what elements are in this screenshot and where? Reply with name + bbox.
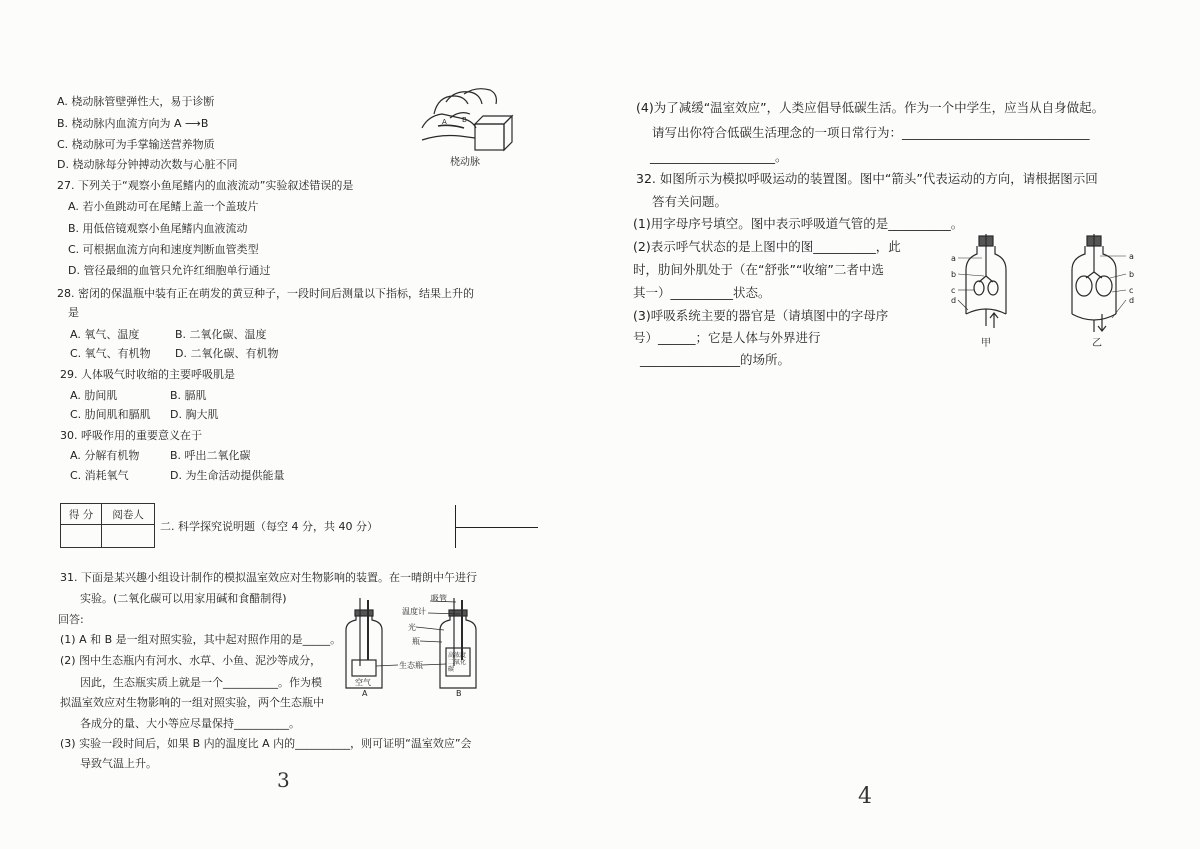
yi-lung-left: [1076, 276, 1092, 296]
block-front: [475, 124, 504, 150]
exam-page-right: [600, 0, 1200, 849]
q31-part-3-line-2: 导致气温上升。: [80, 757, 157, 770]
q32-part-2-line-2: 时，肋间外肌处于（在“舒张”“收缩”二者中选: [633, 262, 884, 277]
jia-label-c: c: [951, 286, 956, 295]
jar-b-content-label: 高浓度二氧化碳: [448, 652, 467, 673]
q26-option-d: D. 桡动脉每分钟搏动次数与心脏不同: [57, 158, 238, 171]
q31-part-2-line-4[interactable]: 各成分的量、大小等应尽量保持__________。: [80, 717, 300, 730]
q31-part-3-line-1[interactable]: (3) 实验一段时间后，如果 B 内的温度比 A 内的__________，则可证明“温室效应”会: [60, 737, 472, 750]
q31-part-4-line-3[interactable]: ____________________。: [650, 149, 788, 164]
block-top: [475, 116, 512, 124]
jar-label: 瓶: [412, 637, 420, 646]
q30-option-b: B. 呼出二氧化碳: [170, 449, 251, 462]
grader-header: 阅卷人: [102, 504, 155, 525]
jar-b-stopper: [449, 610, 467, 616]
page-number-left: 3: [277, 768, 290, 792]
q28-option-d: D. 二氧化碳、有机物: [175, 347, 279, 360]
jia-arrow-up: [990, 313, 998, 328]
q30-option-c: C. 消耗氧气: [70, 469, 129, 482]
thumb: [450, 113, 470, 118]
yi-diaphragm: [1072, 314, 1116, 320]
q27-option-c: C. 可根据血流方向和速度判断血管类型: [68, 243, 259, 256]
q31-part-2-line-2[interactable]: 因此，生态瓶实质上就是一个__________。作为模: [80, 676, 322, 689]
score-header: 得 分: [61, 504, 102, 525]
section-title: 二. 科学探究说明题（每空 4 分，共 40 分）: [160, 520, 378, 533]
leader-eco-jar-a: [376, 665, 398, 666]
point-a-label: A: [442, 118, 447, 126]
yi-label-a: a: [1129, 252, 1134, 261]
jar-b-letter: B: [456, 689, 462, 698]
jia-label-a: a: [951, 254, 956, 263]
q31-part-4-line-1: (4)为了减缓“温室效应”，人类应倡导低碳生活。作为一个中学生，应当从自身做起。: [636, 100, 1105, 115]
yi-label-c: c: [1129, 286, 1134, 295]
finger-1: [434, 96, 468, 114]
q27-option-d: D. 管径最细的血管只允许红细胞单行通过: [68, 264, 271, 277]
q27-option-b: B. 用低倍镜观察小鱼尾鳍内血液流动: [68, 222, 248, 235]
score-table: [60, 503, 155, 548]
q32-part-2-line-3[interactable]: 其一）__________状态。: [633, 285, 771, 300]
eco-jar-label: 生态瓶: [399, 661, 423, 670]
figure-yi-caption: 乙: [1092, 338, 1102, 349]
radial-artery-label: 桡动脉: [450, 157, 480, 168]
jar-a-letter: A: [362, 689, 368, 698]
q30-option-d: D. 为生命活动提供能量: [170, 469, 285, 482]
q28-option-b: B. 二氧化碳、温度: [175, 328, 267, 341]
q29-stem: 29. 人体吸气时收缩的主要呼吸肌是: [60, 368, 235, 381]
jar-a-body: [346, 614, 382, 688]
q31-answer-prompt: 回答:: [58, 613, 84, 626]
jar-a-eco-bottle: [352, 660, 376, 676]
q28-stem-line-1: 28. 密闭的保温瓶中装有正在萌发的黄豆种子，一段时间后测量以下指标，结果上升的: [57, 287, 474, 300]
yi-arrow-down: [1098, 314, 1106, 331]
light-label: 光: [408, 623, 416, 632]
jar-a-stopper: [355, 610, 373, 616]
respiration-model-yi: [1060, 234, 1140, 334]
leader-eco-jar: [422, 664, 446, 665]
grader-cell[interactable]: [102, 525, 155, 548]
q31-part-4-line-2[interactable]: 请写出你符合低碳生活理念的一项日常行为：______________________________: [652, 125, 1090, 140]
q27-stem: 27. 下列关于“观察小鱼尾鳍内的血液流动”实验叙述错误的是: [57, 179, 354, 192]
yi-lung-right: [1096, 276, 1112, 296]
score-cell[interactable]: [61, 525, 102, 548]
q28-option-a: A. 氧气、温度: [70, 328, 140, 341]
q30-option-a: A. 分解有机物: [70, 449, 140, 462]
q32-part-2-line-1[interactable]: (2)表示呼气状态的是上图中的图__________，此: [633, 239, 901, 254]
q32-stem-line-1: 32. 如图所示为模拟呼吸运动的装置图。图中“箭头”代表运动的方向，请根据图示回: [636, 171, 1098, 186]
q31-part-2-line-3: 拟温室效应对生物影响的一组对照实验，两个生态瓶中: [60, 696, 324, 709]
q32-part-3-line-3[interactable]: ________________的场所。: [640, 352, 791, 367]
q29-option-b: B. 膈肌: [170, 389, 207, 402]
q32-part-3-line-2[interactable]: 号）______；它是人体与外界进行: [633, 330, 821, 345]
forearm: [422, 136, 475, 141]
figure-jia-caption: 甲: [981, 338, 991, 349]
q26-option-a: A. 桡动脉管壁弹性大，易于诊断: [57, 95, 215, 108]
jia-label-b: b: [951, 270, 957, 279]
finger-3: [464, 89, 496, 104]
q28-option-c: C. 氧气、有机物: [70, 347, 151, 360]
jia-label-d: d: [951, 296, 957, 305]
respiration-model-jia: [946, 234, 1026, 334]
page-number-right: 4: [858, 784, 872, 809]
jar-b-body: [440, 614, 476, 688]
q32-part-3-line-1: (3)呼吸系统主要的器官是（请填图中的字母序: [633, 308, 889, 323]
jar-a-content-label: 空气: [355, 678, 371, 687]
q30-stem: 30. 呼吸作用的重要意义在于: [60, 429, 202, 442]
point-b-label: B: [462, 116, 467, 124]
thermometer-label: 温度计: [402, 607, 426, 616]
yi-label-b: b: [1129, 270, 1135, 279]
q31-stem-line-1: 31. 下面是某兴趣小组设计制作的模拟温室效应对生物影响的装置。在一晴朗中午进行: [60, 571, 477, 584]
q27-option-a: A. 若小鱼跳动可在尾鳍上盖一个盖玻片: [68, 200, 259, 213]
radial-artery-figure: [420, 88, 520, 158]
q31-stem-line-2: 实验。(二氧化碳可以用家用碱和食醋制得): [80, 592, 287, 605]
q31-part-1[interactable]: (1) A 和 B 是一组对照实验，其中起对照作用的是_____。: [60, 633, 342, 646]
q32-part-1[interactable]: (1)用字母序号填空。图中表示呼吸道气管的是__________。: [633, 216, 964, 231]
jia-lung-right: [988, 281, 998, 295]
block-side: [504, 116, 512, 150]
leader-jar: [420, 641, 442, 642]
q31-part-2-line-1: (2) 图中生态瓶内有河水、水草、小鱼、泥沙等成分，: [60, 654, 322, 667]
jia-lung-left: [974, 281, 984, 295]
q26-option-c: C. 桡动脉可为手掌输送营养物质: [57, 138, 215, 151]
section-divider-horizontal: [456, 527, 538, 528]
q28-stem-line-2: 是: [68, 306, 79, 319]
q29-option-d: D. 胸大肌: [170, 408, 219, 421]
straw-label: 吸管: [431, 594, 447, 603]
q26-option-b: B. 桡动脉内血流方向为 A ⟶B: [57, 117, 209, 130]
q29-option-a: A. 肋间肌: [70, 389, 118, 402]
q32-stem-line-2: 答有关问题。: [652, 194, 728, 209]
yi-label-d: d: [1129, 296, 1135, 305]
q29-option-c: C. 肋间肌和膈肌: [70, 408, 151, 421]
